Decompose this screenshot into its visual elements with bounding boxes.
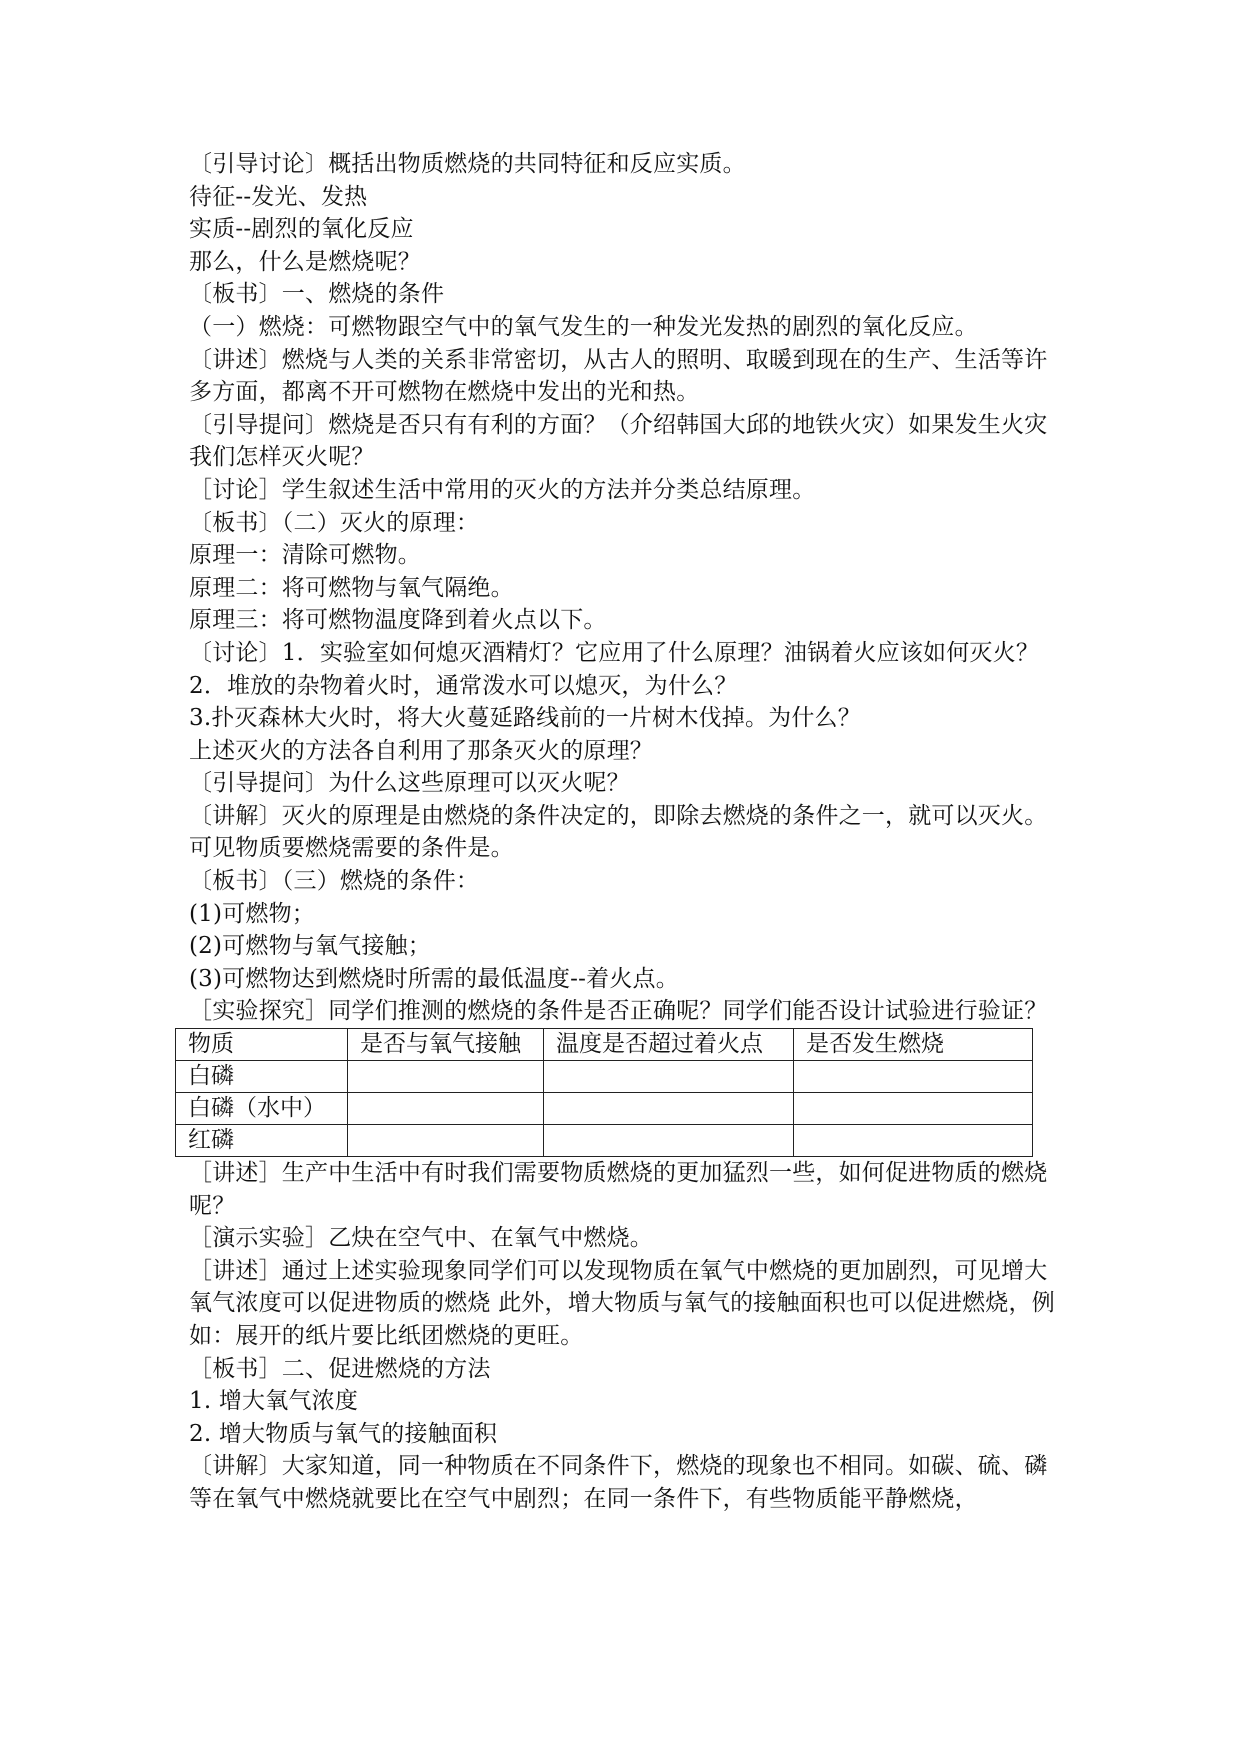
table-cell [348, 1093, 544, 1125]
table-row [176, 1125, 1033, 1157]
text-line: (3)可燃物达到燃烧时所需的最低温度--着火点。 [189, 965, 679, 992]
text-line: ［演示实验］乙炔在空气中、在氧气中燃烧。 [189, 1225, 653, 1252]
table-cell [544, 1125, 794, 1157]
text-line: 〔讲解〕大家知道，同一种物质在不同条件下，燃烧的现象也不相同。如碳、硫、磷等在氧气中燃烧就要比在空气中剧烈；在同一条件下，有些物质能平静燃烧， [189, 1453, 1048, 1512]
table-cell: 白磷（水中） [176, 1093, 348, 1125]
text-line: ［讨论］学生叙述生活中常用的灭火的方法并分类总结原理。 [189, 476, 816, 503]
text-line: ［讲述］生产中生活中有时我们需要物质燃烧的更加猛烈一些，如何促进物质的燃烧呢？ [189, 1160, 1048, 1219]
text-line: 〔引导提问〕为什么这些原理可以灭火呢？ [189, 770, 630, 797]
text-line: 〔板书〕（二）灭火的原理： [189, 509, 480, 536]
table-header-cell: 是否与氧气接触 [348, 1029, 544, 1061]
table-cell [794, 1093, 1033, 1125]
experiment-table [175, 1028, 1033, 1157]
document-body [189, 148, 1059, 1516]
text-line: 〔板书〕（三）燃烧的条件： [189, 868, 480, 895]
text-section-after-table [189, 1157, 1059, 1516]
text-line: 〔讲解〕灭火的原理是由燃烧的条件决定的，即除去燃烧的条件之一，就可以灭火。可见物质要燃烧需要的条件是。 [189, 802, 1048, 862]
text-line: 〔引导提问〕燃烧是否只有有利的方面？（介绍韩国大邱的地铁火灾）如果发生火灾我们怎样灭火呢？ [189, 411, 1048, 471]
table-cell [348, 1125, 544, 1157]
table-row [176, 1093, 1033, 1125]
table-cell [348, 1061, 544, 1093]
text-line: 上述灭火的方法各自利用了那条灭火的原理？ [189, 737, 653, 764]
table-row [176, 1061, 1033, 1093]
text-line: 〔讨论〕1．实验室如何熄灭酒精灯？它应用了什么原理？油锅着火应该如何灭火？ [189, 639, 1040, 666]
text-line: ［讲述］通过上述实验现象同学们可以发现物质在氧气中燃烧的更加剧烈，可见增大氧气浓度可以促进物质的燃烧 此外，增大物质与氧气的接触面积也可以促进燃烧，例如：展开的纸片要比纸团燃烧的更旺。 [189, 1257, 1055, 1349]
text-line: 原理三：将可燃物温度降到着火点以下。 [189, 607, 607, 634]
table-header-cell: 是否发生燃烧 [794, 1029, 1033, 1061]
text-line: (1)可燃物； [189, 900, 315, 927]
text-line: 2. 增大物质与氧气的接触面积 [189, 1420, 498, 1447]
text-line: 〔讲述〕燃烧与人类的关系非常密切，从古人的照明、取暖到现在的生产、生活等许多方面，都离不开可燃物在燃烧中发出的光和热。 [189, 346, 1048, 406]
table-cell: 红磷 [176, 1125, 348, 1157]
text-line: 原理一：清除可燃物。 [189, 542, 421, 569]
table-cell: 白磷 [176, 1061, 348, 1093]
text-line: 2．堆放的杂物着火时，通常泼水可以熄灭，为什么？ [189, 672, 738, 699]
table-cell [794, 1125, 1033, 1157]
table-cell [794, 1061, 1033, 1093]
text-line: ［板书］二、促进燃烧的方法 [189, 1355, 491, 1382]
text-line: 原理二：将可燃物与氧气隔绝。 [189, 574, 514, 601]
text-line: 那么，什么是燃烧呢？ [189, 248, 421, 275]
text-line: ［实验探究］同学们推测的燃烧的条件是否正确呢？同学们能否设计试验进行验证？ [189, 998, 1048, 1025]
table-cell [544, 1061, 794, 1093]
text-line: (2)可燃物与氧气接触； [189, 933, 431, 960]
text-line: 〔板书〕一、燃烧的条件 [189, 281, 445, 308]
text-line: 实质--剧烈的氧化反应 [189, 216, 414, 243]
text-line: 1. 增大氧气浓度 [189, 1388, 359, 1415]
table-header-row [176, 1029, 1033, 1061]
text-line: 待征--发光、发热 [189, 183, 368, 210]
table-cell [544, 1093, 794, 1125]
text-line: 3.扑灭森林大火时，将大火蔓延路线前的一片树木伐掉。为什么？ [189, 705, 861, 732]
text-line: 〔引导讨论〕概括出物质燃烧的共同特征和反应实质。 [189, 151, 746, 177]
table-header-cell: 物质 [176, 1029, 348, 1061]
table-header-cell: 温度是否超过着火点 [544, 1029, 794, 1061]
text-section-before-table [189, 148, 1059, 1028]
text-line: （一）燃烧：可燃物跟空气中的氧气发生的一种发光发热的剧烈的氧化反应。 [189, 313, 978, 340]
